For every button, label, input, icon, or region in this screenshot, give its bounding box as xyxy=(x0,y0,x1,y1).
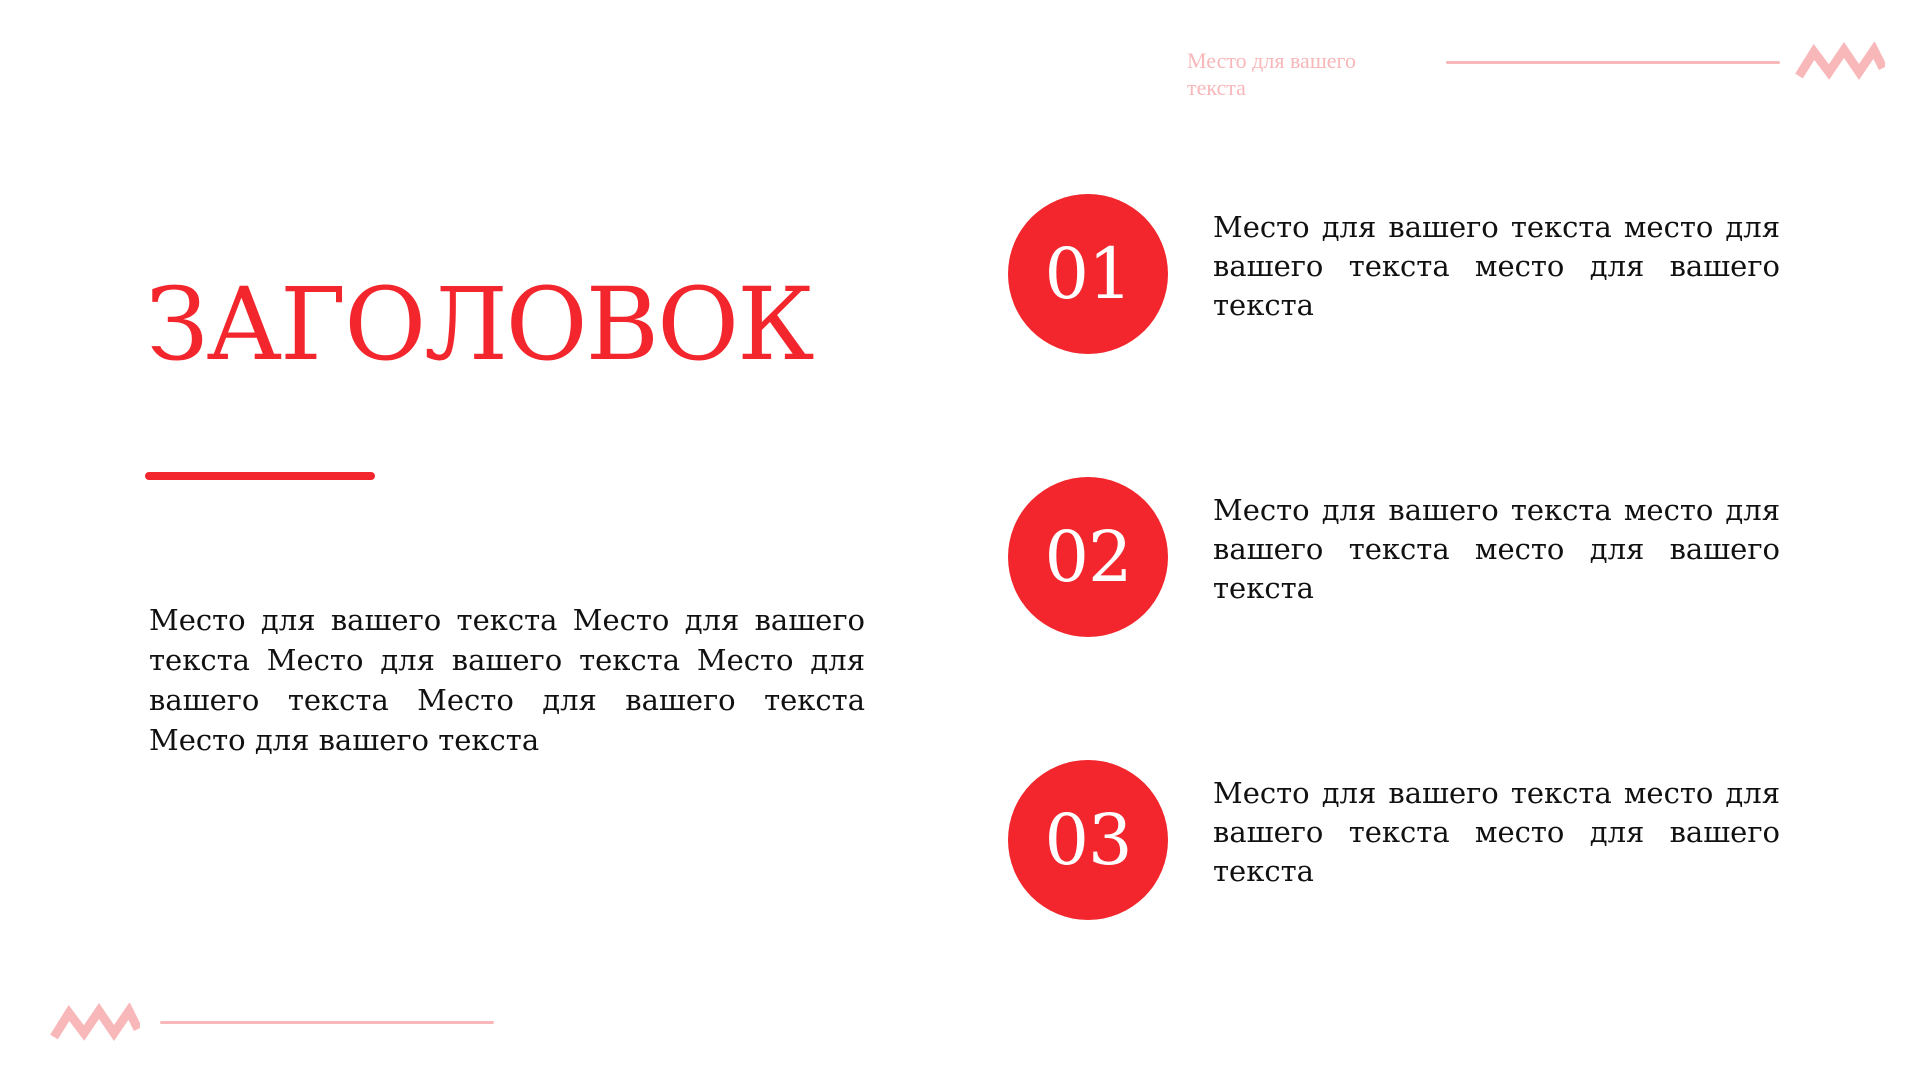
body-text: Место для вашего текста Место для вашего текста Место для вашего текста Место для вашего текста Место для вашего текста Место для вашего текста xyxy=(149,603,865,757)
item-number: 03 xyxy=(1044,799,1132,881)
item-text: Место для вашего текста место для вашего текста место для вашего текста xyxy=(1213,776,1780,888)
item-number-badge xyxy=(1008,477,1168,637)
item-number: 02 xyxy=(1044,516,1132,598)
item-text: Место для вашего текста место для вашего текста место для вашего текста xyxy=(1213,493,1780,605)
zigzag-icon xyxy=(50,1003,140,1043)
item-number-badge xyxy=(1008,194,1168,354)
header-note: Место для вашего текста xyxy=(1187,48,1357,100)
item-text: Место для вашего текста место для вашего текста место для вашего текста xyxy=(1213,210,1780,322)
zigzag-icon xyxy=(1795,42,1885,82)
header-divider xyxy=(1446,61,1780,64)
item-number-badge xyxy=(1008,760,1168,920)
item-number: 01 xyxy=(1044,233,1132,315)
title-underline xyxy=(145,472,375,480)
footer-divider xyxy=(160,1021,494,1024)
page-title: ЗАГОЛОВОК xyxy=(146,266,813,383)
